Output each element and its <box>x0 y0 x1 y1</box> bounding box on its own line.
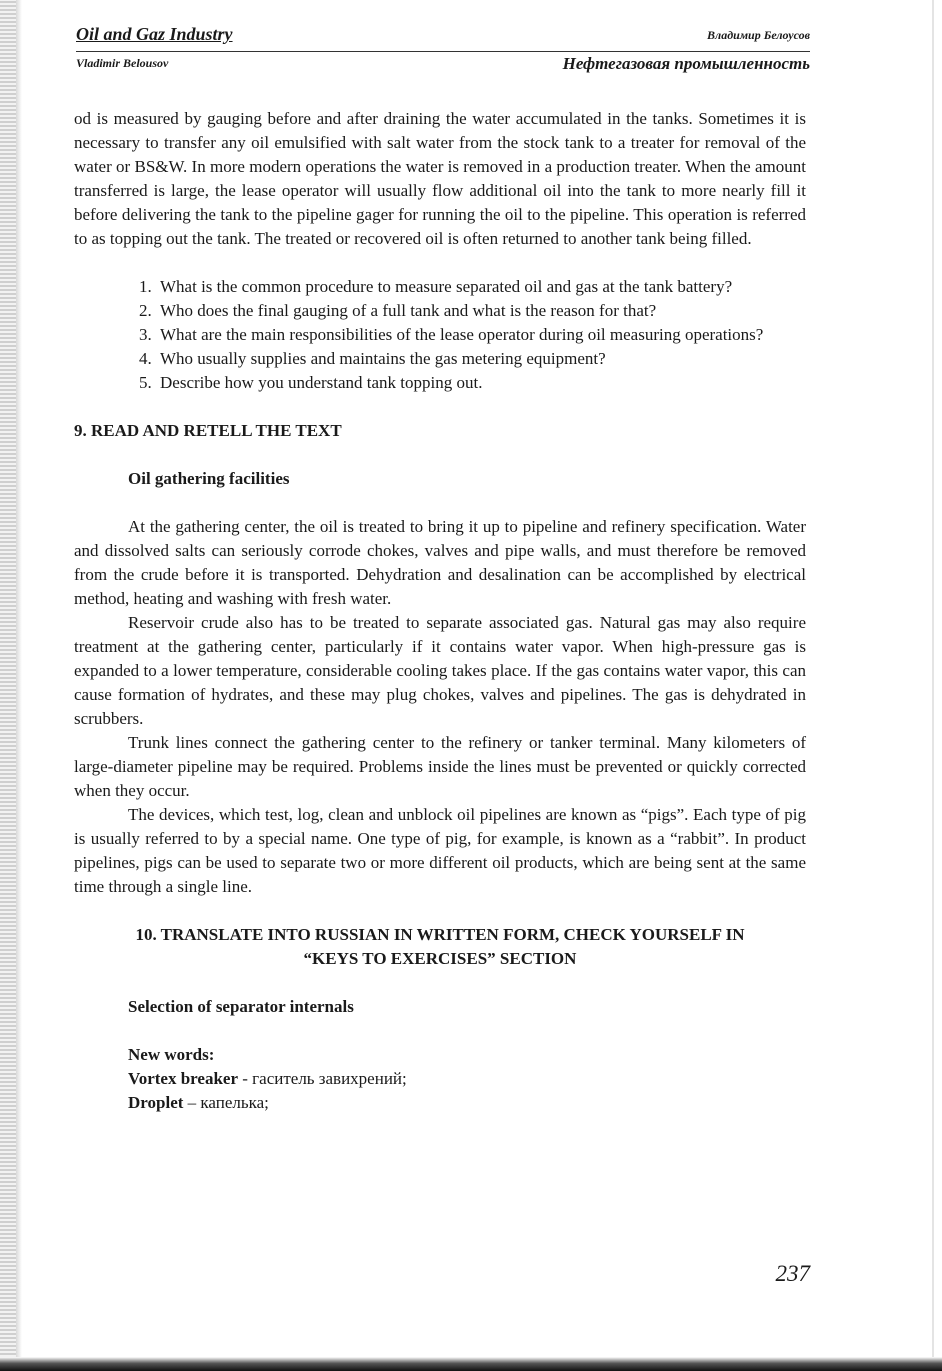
section-10-subtitle: Selection of separator internals <box>128 997 354 1016</box>
page-right-edge <box>932 0 934 1371</box>
vocab-translation: – капелька; <box>183 1093 269 1112</box>
vocab-translation: - гаситель завихрений; <box>238 1069 407 1088</box>
section-9-paragraph: The devices, which test, log, clean and unblock oil pipelines are known as “pigs”. Each type of pig is usually referred to by a special name. One type of pig, for example, is known as a “rabbit”. In product pipelines, pigs can be used to separate two or more different oil products, which are being sent at the same time through a single line. <box>74 805 806 896</box>
vocab-term: Vortex breaker <box>128 1069 239 1088</box>
question-item: 5. Describe how you understand tank topping out. <box>156 371 806 395</box>
header-author-en: Vladimir Belousov <box>76 56 169 70</box>
page-bottom-shadow <box>0 1357 942 1371</box>
header-book-title-ru: Нефтегазовая промышленность <box>562 54 810 73</box>
section-9-subtitle: Oil gathering facilities <box>128 469 290 488</box>
question-item: 3. What are the main responsibilities of the lease operator during oil measuring operations? <box>156 323 806 347</box>
page-body <box>74 107 806 1115</box>
page-number: 237 <box>775 1261 810 1286</box>
header-author-ru: Владимир Белоусов <box>707 28 810 42</box>
vocab-entry <box>128 1067 806 1091</box>
question-item: 4. Who usually supplies and maintains the gas metering equipment? <box>156 347 806 371</box>
binding-shadow <box>16 0 22 1371</box>
section-10-title-line: 10. TRANSLATE INTO RUSSIAN IN WRITTEN FORM, CHECK YOURSELF IN <box>135 925 745 944</box>
intro-paragraph: od is measured by gauging before and after draining the water accumulated in the tanks. Sometimes it is necessary to transfer any oil emulsified with salt water from the stock tank to a treater for removal of the water or BS&W. In more modern operations the water is removed in a production treater. When the amount transferred is large, the lease operator will usually flow additional oil into the tank to more nearly fill it before delivering the tank to the pipeline gager for running the oil to the pipeline. This operation is referred to as topping out the tank. The treated or recovered oil is often returned to another tank being filled. <box>74 109 806 248</box>
section-10-title <box>74 923 806 971</box>
book-binding-edge <box>0 0 16 1371</box>
new-words-block <box>128 1043 806 1115</box>
header-book-title-en: Oil and Gaz Industry <box>76 24 233 44</box>
vocab-term: Droplet <box>128 1093 184 1112</box>
header-top-row <box>76 24 810 48</box>
section-9-paragraph: Trunk lines connect the gathering center to the refinery or tanker terminal. Many kilometers of large-diameter pipeline may be required. Problems inside the lines must be prevented or quickly corrected when they occur. <box>74 733 806 800</box>
vocab-entry <box>128 1091 806 1115</box>
question-list <box>74 275 806 395</box>
section-9-paragraph: Reservoir crude also has to be treated to separate associated gas. Natural gas may also require treatment at the gathering center, particularly if it contains water vapor. When high-pressure gas is expanded to a lower temperature, considerable cooling takes place. If the gas contains water vapor, this can cause formation of hydrates, and these may plug chokes, valves and pipelines. The gas is dehydrated in scrubbers. <box>74 613 806 728</box>
section-9-paragraph: At the gathering center, the oil is treated to bring it up to pipeline and refinery specification. Water and dissolved salts can seriously corrode chokes, valves and pipe walls, and must therefore be removed from the crude before it is transported. Dehydration and desalination can be accomplished by electrical method, heating and washing with fresh water. <box>74 517 806 608</box>
header-bottom-row <box>76 54 810 78</box>
question-item: 2. Who does the final gauging of a full tank and what is the reason for that? <box>156 299 806 323</box>
new-words-label: New words: <box>128 1045 215 1064</box>
section-9-title: 9. READ AND RETELL THE TEXT <box>74 421 342 440</box>
question-item: 1. What is the common procedure to measure separated oil and gas at the tank battery? <box>156 275 806 299</box>
header-rule <box>76 51 810 52</box>
section-10-title-line: “KEYS TO EXERCISES” SECTION <box>303 949 577 968</box>
running-header <box>76 24 810 80</box>
